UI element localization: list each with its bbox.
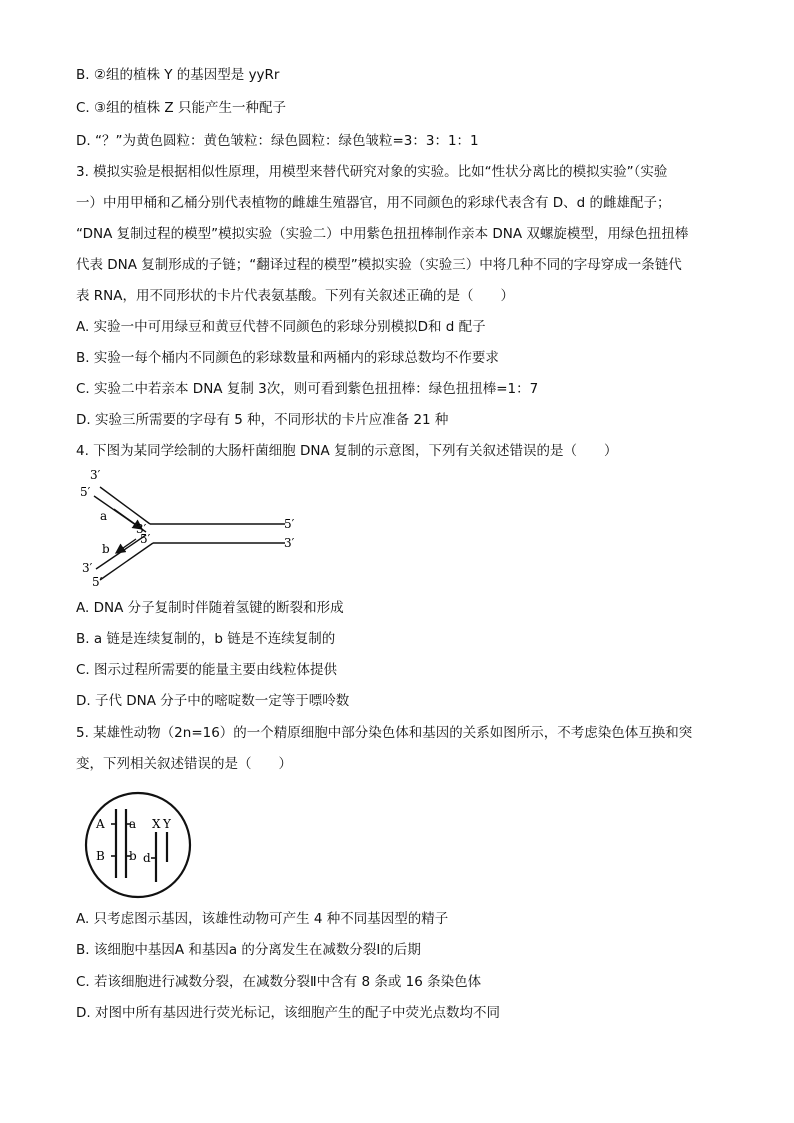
dna-replication-figure — [70, 465, 310, 590]
chrom-X-label: X — [152, 817, 161, 831]
q5-option-b: B. 该细胞中基因A 和基因a 的分离发生在减数分裂Ⅰ的后期 — [76, 942, 421, 958]
label-right-bottom-3: 3′ — [284, 536, 295, 550]
q5-option-a: A. 只考虑图示基因，该雄性动物可产生 4 种不同基因型的精子 — [76, 911, 449, 927]
q3-stem-line-4: 代表 DNA 复制形成的子链；“翻译过程的模型”模拟实验（实验三）中将几种不同的字母穿成一条链代 — [76, 257, 682, 273]
gene-B-label: B — [96, 849, 105, 863]
q3-stem-line-1: 3. 模拟实验是根据相似性原理，用模型来替代研究对象的实验。比如“性状分离比的模拟实验”（实验 — [76, 164, 668, 180]
strand-b-arrow — [116, 539, 136, 553]
label-top-left-3: 3′ — [90, 468, 101, 482]
q5-option-d: D. 对图中所有基因进行荧光标记，该细胞产生的配子中荧光点数均不同 — [76, 1005, 500, 1021]
q4-option-a: A. DNA 分子复制时伴随着氢键的断裂和形成 — [76, 600, 344, 616]
q3-option-a: A. 实验一中可用绿豆和黄豆代替不同颜色的彩球分别模拟D和 d 配子 — [76, 319, 486, 335]
q2-option-b: B. ②组的植株 Y 的基因型是 yyRr — [76, 67, 280, 83]
label-strand-b: b — [102, 542, 110, 556]
q2-option-c: C. ③组的植株 Z 只能产生一种配子 — [76, 100, 286, 116]
label-right-top-5: 5′ — [284, 517, 295, 531]
q5-stem-line-1: 5. 某雄性动物（2n=16）的一个精原细胞中部分染色体和基因的关系如图所示，不考虑染色体互换和突 — [76, 725, 693, 741]
q5-stem-line-2: 变，下列相关叙述错误的是（ ） — [76, 756, 292, 772]
label-fork-5: 5′ — [140, 532, 151, 546]
gene-a-label: a — [129, 817, 137, 831]
label-bottom-left-5: 5′ — [92, 575, 103, 589]
q4-stem: 4. 下图为某同学绘制的大肠杆菌细胞 DNA 复制的示意图，下列有关叙述错误的是（ ） — [76, 443, 618, 459]
q2-option-d: D. “？”为黄色圆粒：黄色皱粒：绿色圆粒：绿色皱粒=3：3：1：1 — [76, 133, 479, 149]
gene-b-label: b — [129, 849, 137, 863]
cell-outline — [86, 793, 190, 897]
label-bottom-left-3: 3′ — [82, 561, 93, 575]
label-fork-3: 3′ — [136, 522, 147, 536]
q3-option-c: C. 实验二中若亲本 DNA 复制 3次，则可看到紫色扭扭棒：绿色扭扭棒=1：7 — [76, 381, 539, 397]
gene-d-label: d — [143, 851, 151, 865]
q4-option-b: B. a 链是连续复制的，b 链是不连续复制的 — [76, 631, 336, 647]
q3-stem-line-2: 一）中用甲桶和乙桶分别代表植物的雌雄生殖器官，用不同颜色的彩球代表含有 D、d 的雌雄配子； — [76, 195, 671, 211]
q4-option-c: C. 图示过程所需要的能量主要由线粒体提供 — [76, 662, 338, 678]
q3-option-d: D. 实验三所需要的字母有 5 种，不同形状的卡片应准备 21 种 — [76, 412, 449, 428]
q3-option-b: B. 实验一每个桶内不同颜色的彩球数量和两桶内的彩球总数均不作要求 — [76, 350, 499, 366]
cell-chromosome-figure — [80, 790, 200, 902]
label-top-left-5: 5′ — [80, 485, 91, 499]
gene-A-label: A — [96, 817, 105, 831]
q3-stem-line-3: “DNA 复制过程的模型”模拟实验（实验二）中用紫色扭扭棒制作亲本 DNA 双螺旋模型，用绿色扭扭棒 — [76, 226, 689, 242]
chrom-Y-label: Y — [163, 817, 171, 831]
q4-option-d: D. 子代 DNA 分子中的嘧啶数一定等于嘌呤数 — [76, 693, 350, 709]
q5-option-c: C. 若该细胞进行减数分裂，在减数分裂Ⅱ中含有 8 条或 16 条染色体 — [76, 974, 482, 990]
q3-stem-line-5: 表 RNA，用不同形状的卡片代表氨基酸。下列有关叙述正确的是（ ） — [76, 288, 515, 304]
label-strand-a: a — [100, 509, 108, 523]
